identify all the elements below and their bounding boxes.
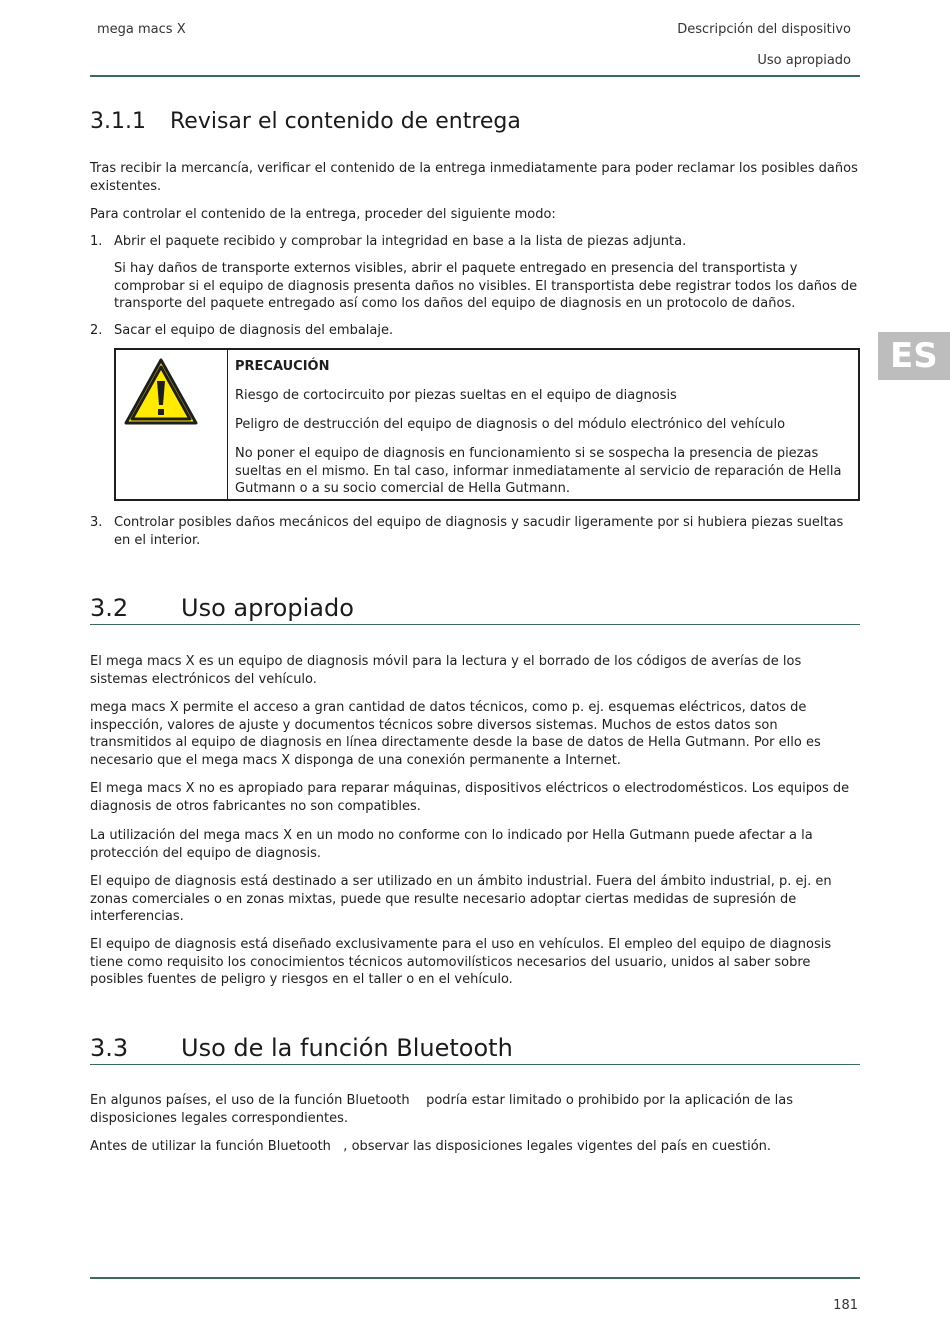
section-32-title: Uso apropiado: [181, 594, 354, 622]
section-33-number: 3.3: [90, 1034, 129, 1062]
section-33-p2: Antes de utilizar la función Bluetooth , observar las disposiciones legales vigentes del país en cuestión.: [90, 1139, 772, 1154]
language-tab: ES: [878, 332, 950, 380]
section-32-p5: El equipo de diagnosis está destinado a ser utilizado en un ámbito industrial. Fuera del ámbito industrial, p. ej. en zonas comerciales o en zonas mixtas, puede que resulte necesario adoptar ciertas medidas de supresión de interferencias.: [90, 874, 832, 924]
step1-note: Si hay daños de transporte externos visibles, abrir el paquete entregado en presencia del transportista y comprobar si el equipo de diagnosis presenta daños no visibles. El transportista debe registrar todos los daños de transporte del paquete entregado así como los daños del equipo de diagnosis en un protocolo de daños.: [114, 261, 858, 311]
step1-number: 1.: [90, 234, 103, 249]
header-chapter: Descripción del dispositivo: [677, 22, 851, 37]
section-32-p3: El mega macs X no es apropiado para reparar máquinas, dispositivos eléctricos o electrodomésticos. Los equipos de diagnosis de otros fabricantes no son compatibles.: [90, 781, 850, 814]
step3-number: 3.: [90, 515, 103, 530]
section-311-intro: Tras recibir la mercancía, verificar el contenido de la entrega inmediatamente para poder reclamar los posibles daños existentes.: [90, 161, 858, 194]
section-32-p6: El equipo de diagnosis está diseñado exclusivamente para el uso en vehículos. El empleo del equipo de diagnosis tiene como requisito los conocimientos técnicos automovilísticos necesarios del usuario, unidos al saber sobre posibles fuentes de peligro y riesgos en el taller o en el vehículo.: [90, 937, 832, 987]
section-32-number: 3.2: [90, 594, 129, 622]
header-rule: [90, 75, 860, 77]
section-311-title: Revisar el contenido de entrega: [170, 109, 521, 134]
section-32-heading: [90, 594, 354, 622]
section-33-rule: [90, 1064, 860, 1065]
section-33-p1: En algunos países, el uso de la función Bluetooth podría estar limitado o prohibido por la aplicación de las disposiciones legales correspondientes.: [90, 1093, 798, 1126]
page-number: 181: [833, 1298, 858, 1313]
caution-title: PRECAUCIÓN: [235, 359, 330, 374]
caution-line-1: Riesgo de cortocircuito por piezas sueltas en el equipo de diagnosis: [235, 388, 677, 403]
section-33-title: Uso de la función Bluetooth: [181, 1034, 513, 1062]
section-32-rule: [90, 624, 860, 625]
section-311-number: 3.1.1: [90, 109, 146, 134]
step1-text: Abrir el paquete recibido y comprobar la integridad en base a la lista de piezas adjunta.: [114, 234, 687, 249]
step2-number: 2.: [90, 323, 103, 338]
step3-text: Controlar posibles daños mecánicos del equipo de diagnosis y sacudir ligeramente por si hubiera piezas sueltas en el interior.: [114, 515, 844, 548]
header-product: mega macs X: [97, 22, 186, 37]
header-section: Uso apropiado: [757, 53, 851, 68]
section-311-heading: [90, 109, 521, 134]
caution-line-3: No poner el equipo de diagnosis en funcionamiento si se sospecha la presencia de piezas sueltas en el mismo. En tal caso, informar inmediatamente al servicio de reparación de Hella Gutmann o a su socio comercial de Hella Gutmann.: [235, 446, 842, 496]
footer-rule: [90, 1277, 860, 1279]
section-32-p2: mega macs X permite el acceso a gran cantidad de datos técnicos, como p. ej. esquemas eléctricos, datos de inspección, valores de ajuste y documentos técnicos sobre diversos sistemas. Muchos de estos datos son transmitidos al equipo de diagnosis en línea directamente desde la base de datos de Hella Gutmann. Por ello es necesario que el mega macs X disponga de una conexión permanente a Internet.: [90, 700, 821, 768]
caution-line-2: Peligro de destrucción del equipo de diagnosis o del módulo electrónico del vehículo: [235, 417, 786, 432]
section-32-p4: La utilización del mega macs X en un modo no conforme con lo indicado por Hella Gutmann puede afectar a la protección del equipo de diagnosis.: [90, 828, 813, 861]
warning-triangle-icon: [123, 357, 199, 427]
section-311-lead: Para controlar el contenido de la entrega, proceder del siguiente modo:: [90, 207, 556, 222]
section-33-heading: [90, 1034, 513, 1062]
caution-box: [114, 348, 860, 501]
step2-text: Sacar el equipo de diagnosis del embalaje.: [114, 323, 394, 338]
section-32-p1: El mega macs X es un equipo de diagnosis móvil para la lectura y el borrado de los códigos de averías de los sistemas electrónicos del vehículo.: [90, 654, 802, 687]
